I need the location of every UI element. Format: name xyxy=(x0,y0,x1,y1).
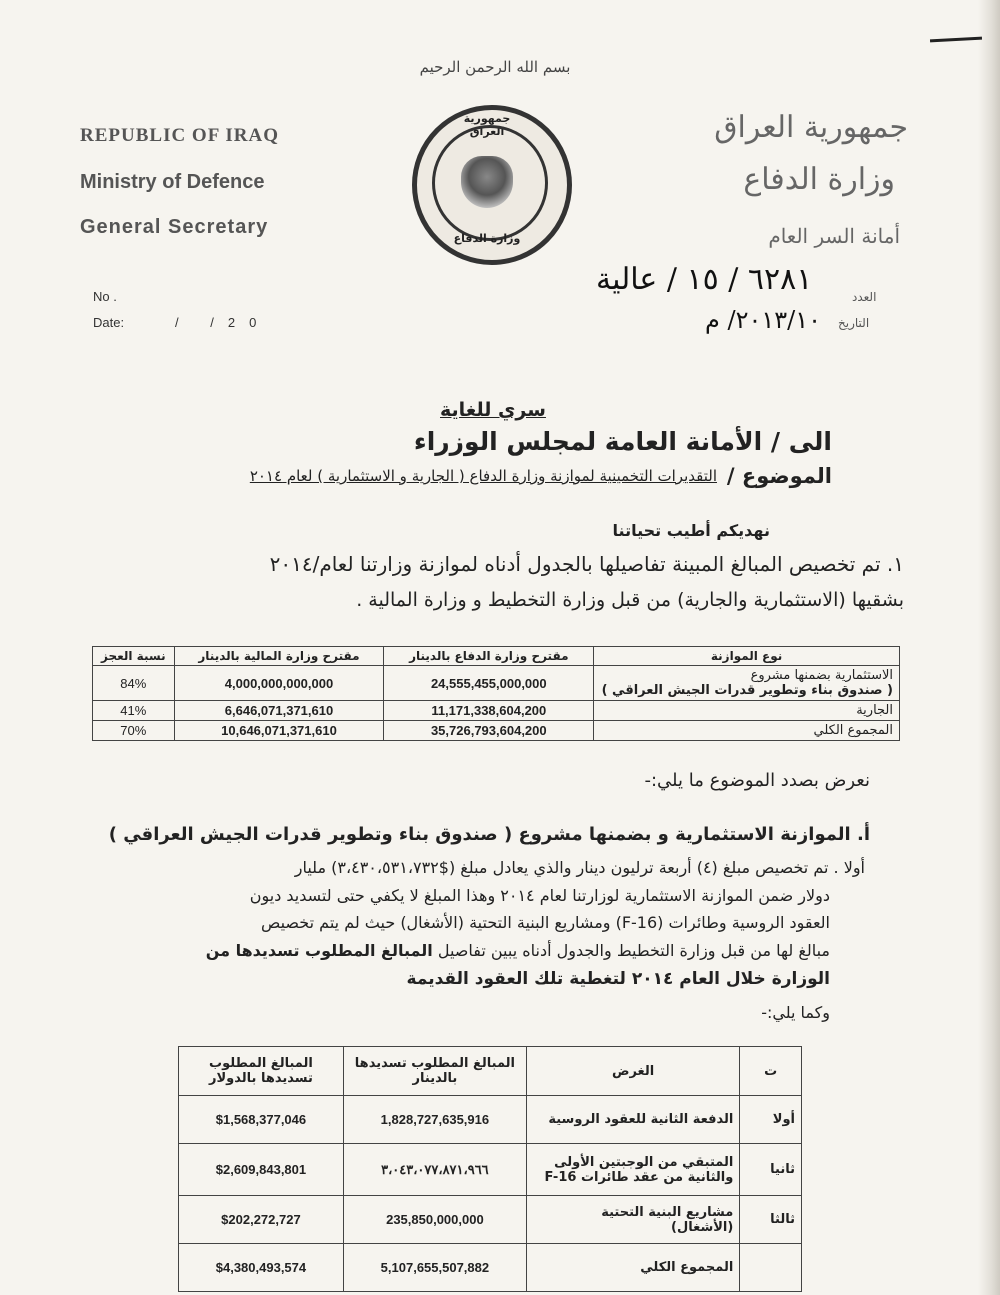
col-deficit: نسبة العجز xyxy=(93,647,175,666)
table-row xyxy=(179,1096,802,1144)
paragraph-2-line-3: العقود الروسية وطائرات (F-16) ومشاريع البنية التحتية (الأشغال) حيث لم يتم تخصيص xyxy=(261,913,830,932)
col-seq: ت xyxy=(740,1047,802,1096)
budget-table-header xyxy=(93,647,900,666)
budget-type-line-2: ( صندوق بناء وتطوير قدرات الجيش العراقي ) xyxy=(601,683,893,698)
subject-text: التقديرات التخمينية لموازنة وزارة الدفاع ( الجارية و الاستثمارية ) لعام ٢٠١٤ xyxy=(249,467,717,485)
debts-table xyxy=(178,1046,802,1292)
dinar-value: 235,850,000,000 xyxy=(343,1196,526,1244)
after-table-text: نعرض بصدد الموضوع ما يلي:- xyxy=(644,770,870,791)
budget-type-line-1: الاستثمارية بضمنها مشروع xyxy=(750,668,893,683)
dollar-value: $202,272,727 xyxy=(179,1196,344,1244)
paragraph-2-line-2: دولار ضمن الموازنة الاستثمارية لوزارتنا لعام ٢٠١٤ وهذا المبلغ لا يكفي حتى لتسديد ديون xyxy=(249,886,830,905)
table-row xyxy=(93,666,900,701)
seal-top-text: جمهورية العراق xyxy=(463,112,511,138)
date-label: Date: xyxy=(93,315,125,330)
dollar-value: $2,609,843,801 xyxy=(179,1144,344,1196)
ar-date-label: التاريخ xyxy=(838,316,870,330)
secretary-ar: أمانة السر العام xyxy=(768,224,900,248)
purpose-cell xyxy=(526,1144,739,1196)
dinar-value: 5,107,655,507,882 xyxy=(343,1244,526,1292)
col-dollar: المبالغ المطلوب تسديدها بالدولار xyxy=(179,1047,344,1096)
deficit-value: 70% xyxy=(93,721,175,741)
paragraph-2-line-5: الوزارة خلال العام ٢٠١٤ لتغطية تلك العقود القديمة xyxy=(406,969,830,989)
seq-cell xyxy=(740,1244,802,1292)
defence-value: 11,171,338,604,200 xyxy=(384,701,594,721)
page-edge-shadow xyxy=(978,0,1000,1295)
paragraph-2-line-1: أولا . تم تخصيص مبلغ (٤) أربعة ترليون دينار والذي يعادل مبلغ ($٣،٤٣٠،٥٣١،٧٣٢) مليار xyxy=(294,858,865,877)
handwritten-date: ٢٠١٣/١٠/ م xyxy=(705,306,822,334)
deficit-value: 41% xyxy=(93,701,175,721)
paragraph-2-line-6: وكما يلي:- xyxy=(761,1003,830,1022)
finance-value: 4,000,000,000,000 xyxy=(174,666,384,701)
paragraph-2-line-4 xyxy=(206,941,830,960)
no-label: No . xyxy=(93,289,117,304)
purpose-line-2: والثانية من عقد طائرات F-16 xyxy=(544,1169,734,1185)
eagle-emblem-icon xyxy=(461,156,513,208)
paragraph-1-line-2: بشقيها (الاستثمارية والجارية) من قبل وزارة التخطيط و وزارة المالية . xyxy=(356,589,904,611)
budget-type-cell: الجارية xyxy=(594,701,900,721)
secretary-en: General Secretary xyxy=(80,216,269,238)
table-row-total xyxy=(179,1244,802,1292)
purpose-cell: المجموع الكلي xyxy=(526,1244,739,1292)
finance-value: 10,646,071,371,610 xyxy=(174,721,384,741)
subject-label: الموضوع / xyxy=(726,464,832,488)
col-finance-proposal: مقترح وزارة المالية بالدينار xyxy=(174,647,384,666)
ar-no-label: العدد xyxy=(852,290,877,304)
deficit-value: 84% xyxy=(93,666,175,701)
date-value: / /20 xyxy=(175,315,271,330)
col-budget-type: نوع الموازنة xyxy=(594,647,900,666)
seq-cell: ثالثا xyxy=(740,1196,802,1244)
table-row xyxy=(93,721,900,741)
paragraph-2-line-4-emphasis: المبالغ المطلوب تسديدها من xyxy=(205,941,433,960)
purpose-line-1: المتبقي من الوجبتين الأولى xyxy=(554,1154,734,1170)
republic-ar: جمهورية العراق xyxy=(714,110,908,145)
purpose-cell: الدفعة الثانية للعقود الروسية xyxy=(526,1096,739,1144)
ministry-seal xyxy=(412,105,572,265)
ministry-ar: وزارة الدفاع xyxy=(743,162,895,197)
paragraph-2-line-4-text: مبالغ لها من قبل وزارة التخطيط والجدول أدناه يبين تفاصيل xyxy=(432,941,830,960)
col-defence-proposal: مقترح وزارة الدفاع بالدينار xyxy=(384,647,594,666)
corner-mark xyxy=(930,37,982,43)
col-purpose: الغرض xyxy=(526,1047,739,1096)
col-dinar: المبالغ المطلوب تسديدها بالدينار xyxy=(343,1047,526,1096)
seal-bottom-text: وزارة الدفاع xyxy=(453,232,521,245)
purpose-cell xyxy=(526,1196,739,1244)
purpose-line-1: مشاريع البنية التحتية xyxy=(601,1204,734,1220)
paragraph-1-line-1: ١. تم تخصيص المبالغ المبينة تفاصيلها بالجدول أدناه لموازنة وزارتنا لعام/٢٠١٤ xyxy=(269,552,904,576)
finance-value: 6,646,071,371,610 xyxy=(174,701,384,721)
seq-cell: أولا xyxy=(740,1096,802,1144)
dollar-value: $4,380,493,574 xyxy=(179,1244,344,1292)
defence-value: 24,555,455,000,000 xyxy=(384,666,594,701)
budget-table xyxy=(92,646,900,741)
classification: سري للغاية xyxy=(440,399,546,421)
greeting: نهديكم أطيب تحياتنا xyxy=(612,521,770,540)
purpose-line-2: (الأشغال) xyxy=(671,1219,734,1235)
dollar-value: $1,568,377,046 xyxy=(179,1096,344,1144)
table-row xyxy=(179,1144,802,1196)
table-row xyxy=(93,701,900,721)
seq-cell: ثانيا xyxy=(740,1144,802,1196)
addressee: الى / الأمانة العامة لمجلس الوزراء xyxy=(413,427,832,456)
defence-value: 35,726,793,604,200 xyxy=(384,721,594,741)
table-row xyxy=(179,1196,802,1244)
ministry-en: Ministry of Defence xyxy=(80,171,265,193)
handwritten-number: ٦٢٨١ / ١٥ / عالية xyxy=(596,262,813,297)
dinar-value: ٣،٠٤٣،٠٧٧،٨٧١،٩٦٦ xyxy=(343,1144,526,1196)
basmala: بسم الله الرحمن الرحيم xyxy=(419,58,571,76)
budget-type-cell: المجموع الكلي xyxy=(594,721,900,741)
section-a-heading: أ. الموازنة الاستثمارية و بضمنها مشروع ( صندوق بناء وتطوير قدرات الجيش العراقي ) xyxy=(108,824,870,845)
debts-table-header xyxy=(179,1047,802,1096)
dinar-value: 1,828,727,635,916 xyxy=(343,1096,526,1144)
republic-en: REPUBLIC OF IRAQ xyxy=(80,125,279,146)
budget-type-cell xyxy=(594,666,900,701)
